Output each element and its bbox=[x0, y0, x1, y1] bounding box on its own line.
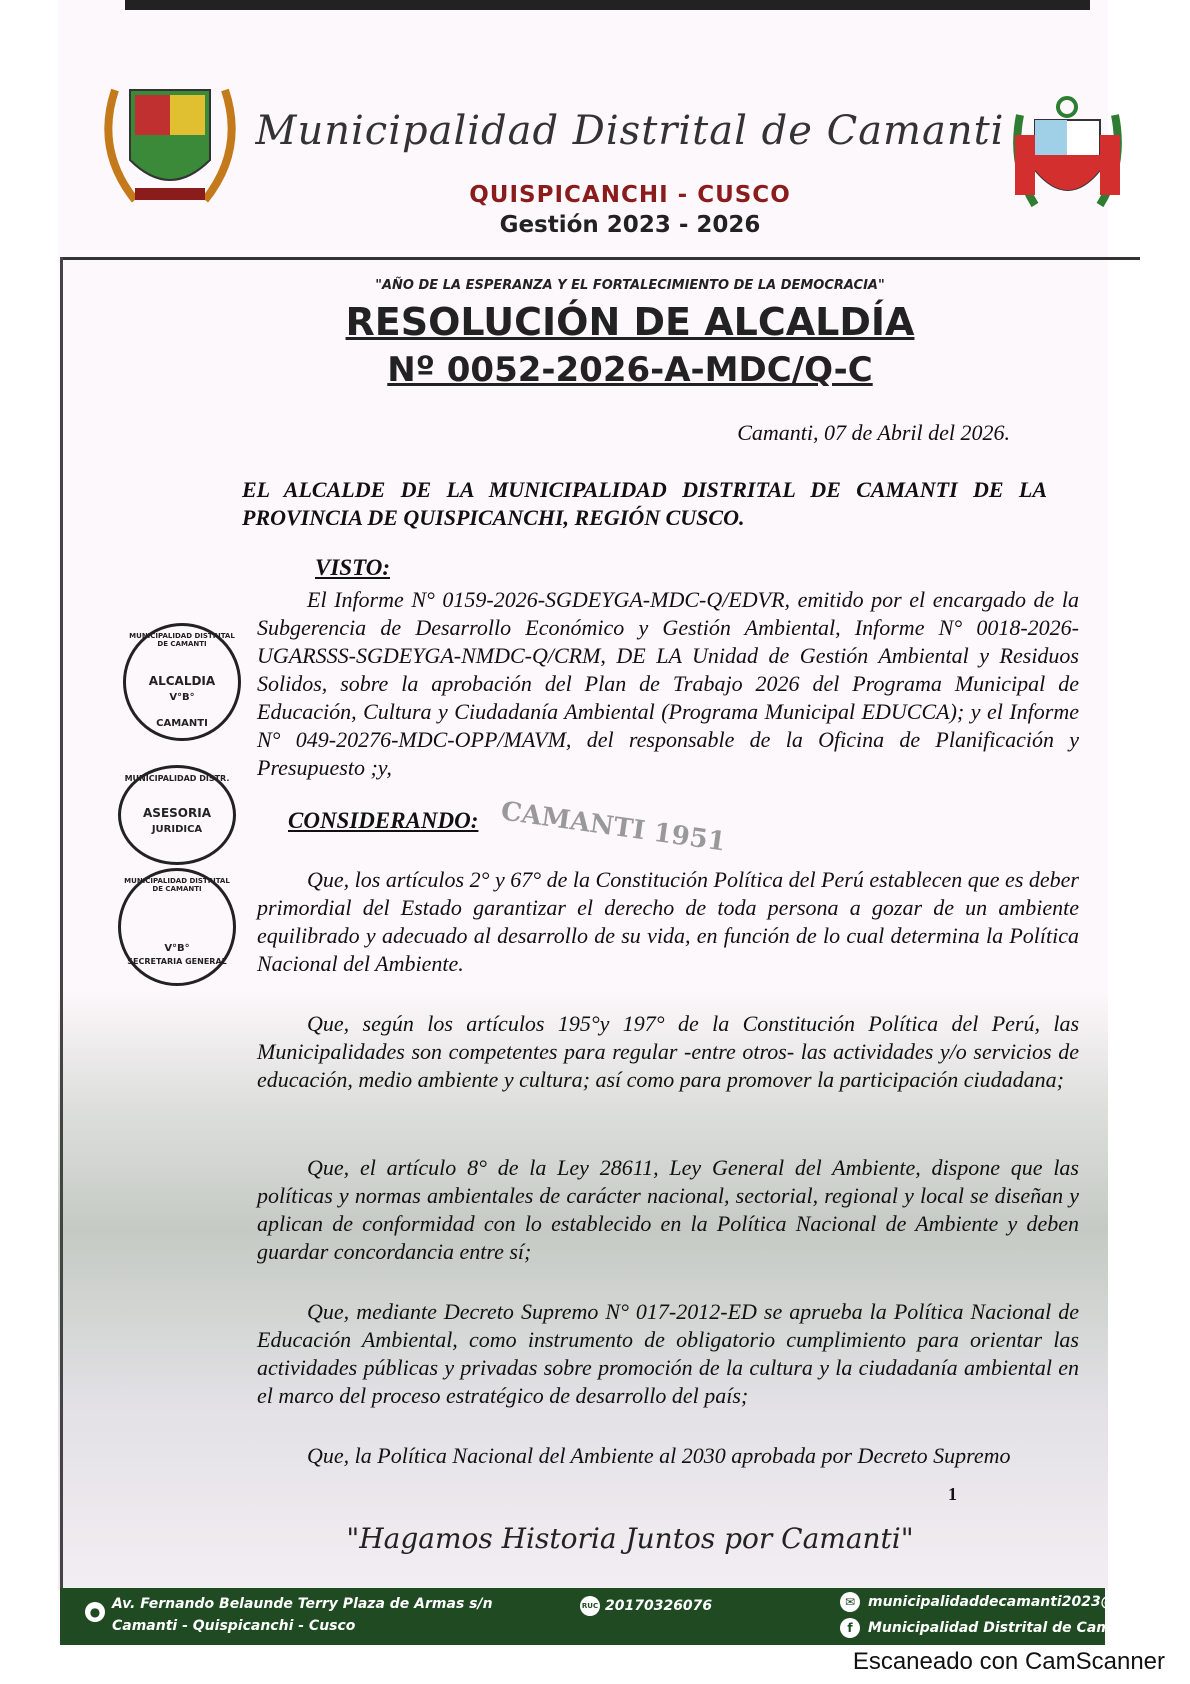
visto-text: El Informe N° 0159-2026-SGDEYGA-MDC-Q/EDVR, emitido por el encargado de la Subgerencia de Desarrollo Económico y Gestión Ambiental, Informe N° 0018-2026-UGARSSS-SGDEYGA-NMDC-Q/CRM, DE LA Unidad de Gestión Ambiental y Residuos Solidos, sobre la aprobación del Plan de Trabajo 2026 del Programa Municipal de Educación, Cultura y Ciudadanía Ambiental (Programa Municipal EDUCCA); y el Informe N° 049-20276-MDC-OPP/MAVM, del responsable de la Oficina de Planificación y Presupuesto ;y, bbox=[257, 587, 1079, 780]
paragraph-text: Que, mediante Decreto Supremo N° 017-2012-ED se aprueba la Política Nacional de Educación Ambiental, como instrumento de obligatorio cumplimiento para orientar las actividades públicas y privadas sobre promoción de la cultura y la ciudadanía ambiental en el marco del proceso estratégico de desarrollo del país; bbox=[257, 1299, 1079, 1408]
resolution-number: Nº 0052-2026-A-MDC/Q-C bbox=[387, 350, 873, 390]
facebook-page: Municipalidad Distrital de Cama bbox=[868, 1620, 1121, 1636]
considerando-paragraph bbox=[257, 1442, 1079, 1470]
considerando-paragraph bbox=[257, 866, 1079, 978]
left-border bbox=[60, 257, 63, 1597]
paragraph-text: Que, los artículos 2° y 67° de la Constitución Política del Perú establecen que es deber primordial del Estado garantizar el derecho de toda persona a gozar de un ambiente equilibrado y adecuado al desarrollo de su vida, en función de lo cual determina la Política Nacional del Ambiente. bbox=[257, 867, 1079, 976]
stamp-secretaria-general: MUNICIPALIDAD DISTRITAL DE CAMANTI V°B° SECRETARIA GENERAL bbox=[118, 868, 236, 986]
scan-edge bbox=[125, 0, 1090, 10]
ruc-icon: RUC bbox=[580, 1596, 600, 1616]
address-line-1: Av. Fernando Belaunde Terry Plaza de Armas s/n bbox=[112, 1596, 493, 1612]
facebook-icon: f bbox=[840, 1618, 860, 1638]
location-icon: ● bbox=[85, 1602, 105, 1622]
considerando-paragraph bbox=[257, 1298, 1079, 1410]
visto-paragraph bbox=[257, 586, 1079, 782]
scanner-watermark: Escaneado con CamScanner bbox=[852, 1648, 1165, 1675]
paragraph-text: Que, el artículo 8° de la Ley 28611, Ley General del Ambiente, dispone que las políticas y normas ambientales de carácter nacional, sectorial, regional y local se diseñan y aplican de conformidad con lo establecido en la Política Nacional de Ambiente y deben guardar concordancia entre sí; bbox=[257, 1155, 1079, 1264]
addressee: EL ALCALDE DE LA MUNICIPALIDAD DISTRITAL DE CAMANTI DE LA PROVINCIA DE QUISPICANCHI, REGIÓN CUSCO. bbox=[242, 477, 1047, 530]
municipal-logo bbox=[95, 70, 245, 215]
year-motto: "AÑO DE LA ESPERANZA Y EL FORTALECIMIENTO DE LA DEMOCRACIA" bbox=[375, 278, 885, 293]
term-label: Gestión 2023 - 2026 bbox=[499, 212, 761, 238]
peru-coat-of-arms-icon bbox=[1010, 95, 1125, 215]
paragraph-text: Que, según los artículos 195°y 197° de la Constitución Política del Perú, las Municipalidades son competentes para regular -entre otros- las actividades y/o servicios de educación, medio ambiente y cultura; así como para promover la participación ciudadana; bbox=[257, 1011, 1079, 1092]
province-label: QUISPICANCHI - CUSCO bbox=[469, 182, 791, 208]
stamp-asesoria-juridica: MUNICIPALIDAD DISTR. ASESORIA JURIDICA bbox=[118, 765, 236, 865]
footer-bar bbox=[60, 1588, 1125, 1645]
address-line-2: Camanti - Quispicanchi - Cusco bbox=[112, 1618, 356, 1634]
ruc-number: 20170326076 bbox=[605, 1598, 713, 1614]
considerando-paragraph bbox=[257, 1010, 1079, 1094]
email-icon: ✉ bbox=[840, 1592, 860, 1612]
slogan: "Hagamos Historia Juntos por Camanti" bbox=[346, 1522, 914, 1555]
resolution-date: Camanti, 07 de Abril del 2026. bbox=[737, 420, 1010, 445]
municipality-name: Municipalidad Distrital de Camanti bbox=[255, 108, 1005, 154]
considerando-heading: CONSIDERANDO: bbox=[288, 808, 479, 833]
paragraph-text: Que, la Política Nacional del Ambiente al 2030 aprobada por Decreto Supremo bbox=[307, 1443, 1011, 1468]
stamp-alcaldia: MUNICIPALIDAD DISTRITAL DE CAMANTI ALCALDIA V°B° CAMANTI bbox=[123, 623, 241, 741]
considerando-paragraph bbox=[257, 1154, 1079, 1266]
header-divider bbox=[60, 257, 1140, 260]
watermark-text: CAMANTI 1951 bbox=[499, 796, 728, 858]
page-number: 1 bbox=[948, 1484, 957, 1504]
visto-heading: VISTO: bbox=[315, 555, 390, 580]
resolution-title: RESOLUCIÓN DE ALCALDÍA bbox=[345, 300, 915, 344]
email-address: municipalidaddecamanti2023@g bbox=[868, 1594, 1125, 1610]
